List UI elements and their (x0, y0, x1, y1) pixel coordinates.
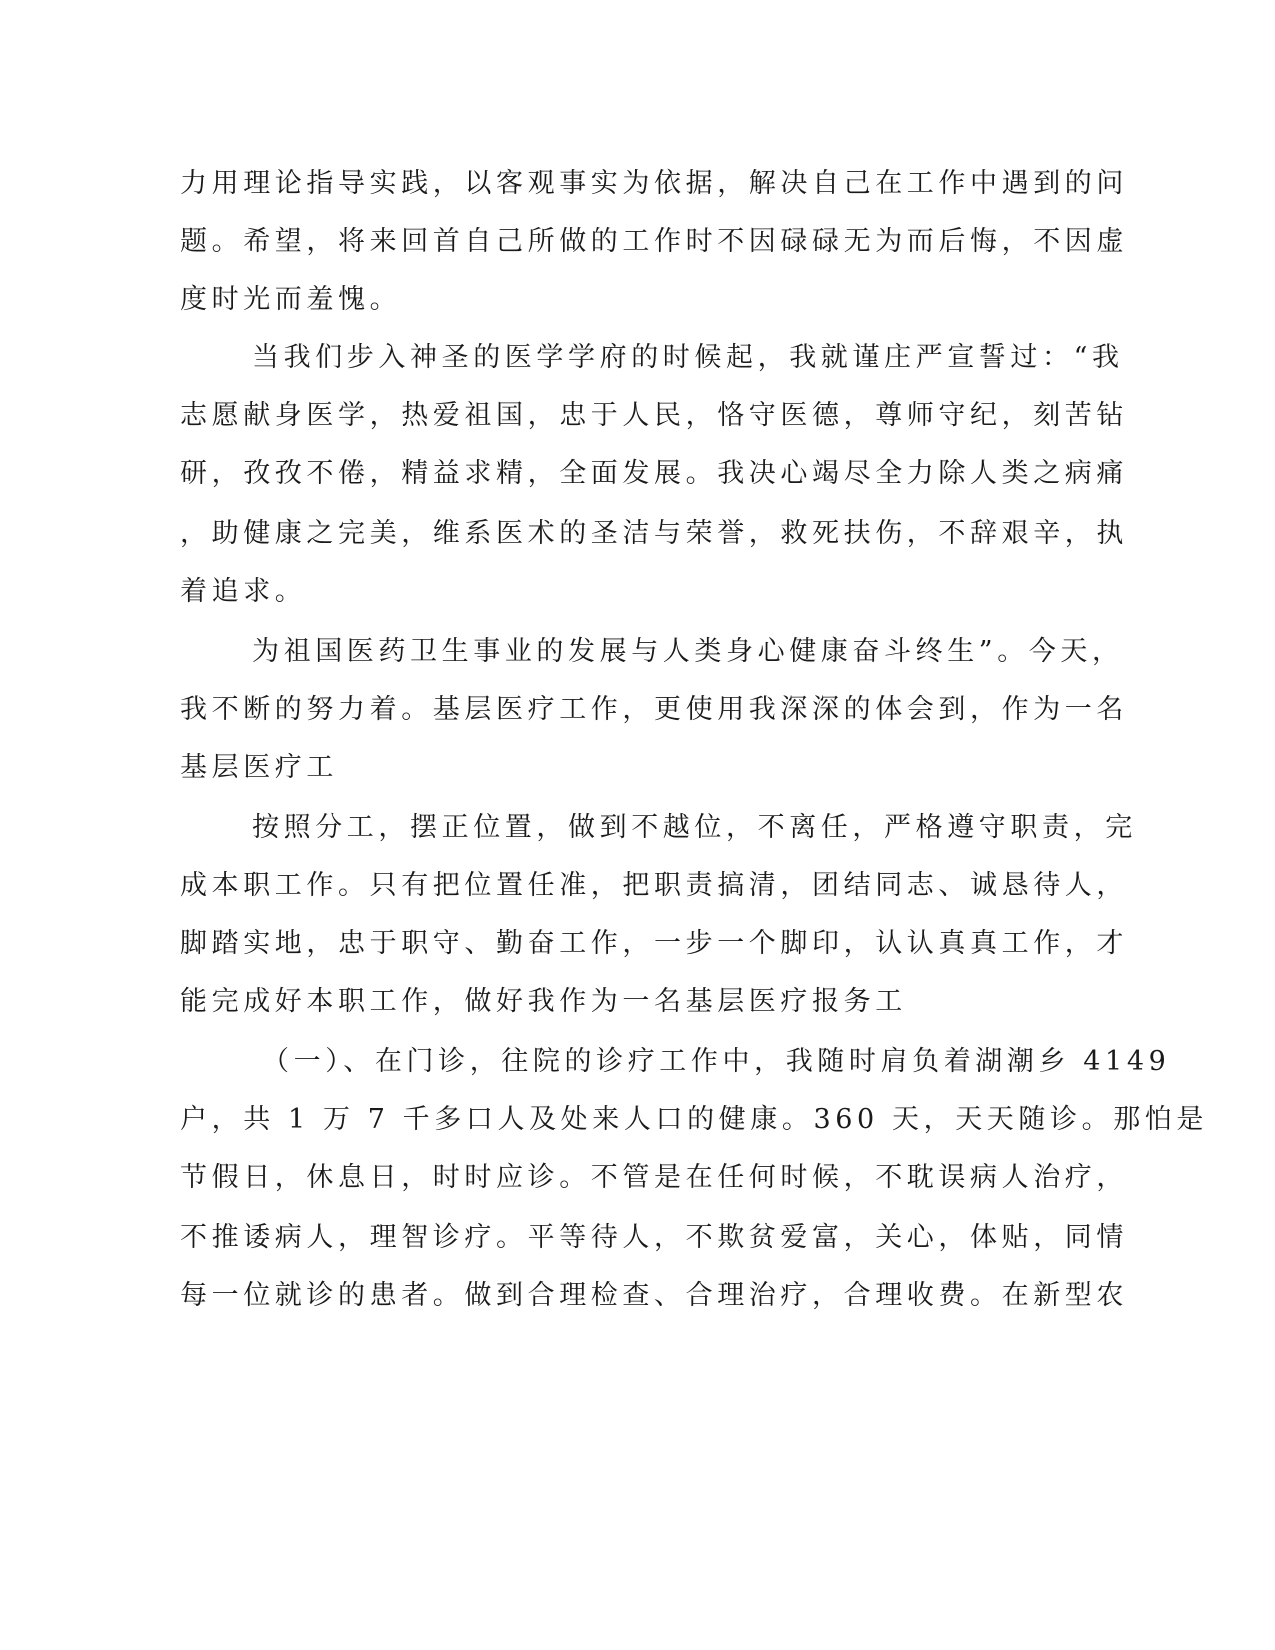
paragraph-4-line-4: 能完成好本职工作，做好我作为一名基层医疗报务工 (180, 986, 907, 1017)
paragraph-3-line-2: 我不断的努力着。基层医疗工作，更使用我深深的体会到，作为一名 (180, 694, 1128, 725)
paragraph-2-line-1: 当我们步入神圣的医学学府的时候起，我就谨庄严宣誓过：“我 (252, 342, 1124, 373)
paragraph-1-line-3: 度时光而羞愧。 (180, 284, 402, 315)
paragraph-5-line-5: 每一位就诊的患者。做到合理检查、合理治疗，合理收费。在新型农 (180, 1280, 1128, 1311)
paragraph-2-line-4: ，助健康之完美，维系医术的圣洁与荣誉，救死扶伤，不辞艰辛，执 (180, 518, 1128, 549)
paragraph-1-line-2: 题。希望，将来回首自己所做的工作时不因碌碌无为而后悔，不因虚 (180, 226, 1128, 257)
paragraph-5-line-1: （一）、在门诊，往院的诊疗工作中，我随时肩负着湖潮乡 4149 (262, 1046, 1171, 1077)
paragraph-5-line-4: 不推诿病人，理智诊疗。平等待人，不欺贫爱富，关心，体贴，同情 (180, 1222, 1128, 1253)
paragraph-2-line-5: 着追求。 (180, 576, 307, 607)
paragraph-4-line-2: 成本职工作。只有把位置任准，把职责搞清，团结同志、诚恳待人， (180, 870, 1128, 901)
paragraph-3-line-1: 为祖国医药卫生事业的发展与人类身心健康奋斗终生”。今天， (252, 636, 1124, 667)
paragraph-2-line-3: 研，孜孜不倦，精益求精，全面发展。我决心竭尽全力除人类之病痛 (180, 458, 1128, 489)
paragraph-3-line-3: 基层医疗工 (180, 752, 338, 783)
paragraph-5-line-2: 户，共 1 万 7 千多口人及处来人口的健康。360 天，天天随诊。那怕是 (180, 1104, 1209, 1135)
paragraph-2-line-2: 志愿献身医学，热爱祖国，忠于人民，恪守医德，尊师守纪，刻苦钻 (180, 400, 1128, 431)
paragraph-5-line-3: 节假日，休息日，时时应诊。不管是在任何时候，不耽误病人治疗， (180, 1162, 1128, 1193)
paragraph-1-line-1: 力用理论指导实践，以客观事实为依据，解决自己在工作中遇到的问 (180, 168, 1128, 199)
paragraph-4-line-3: 脚踏实地，忠于职守、勤奋工作，一步一个脚印，认认真真工作，才 (180, 928, 1128, 959)
paragraph-4-line-1: 按照分工，摆正位置，做到不越位，不离任，严格遵守职责，完 (252, 812, 1137, 843)
